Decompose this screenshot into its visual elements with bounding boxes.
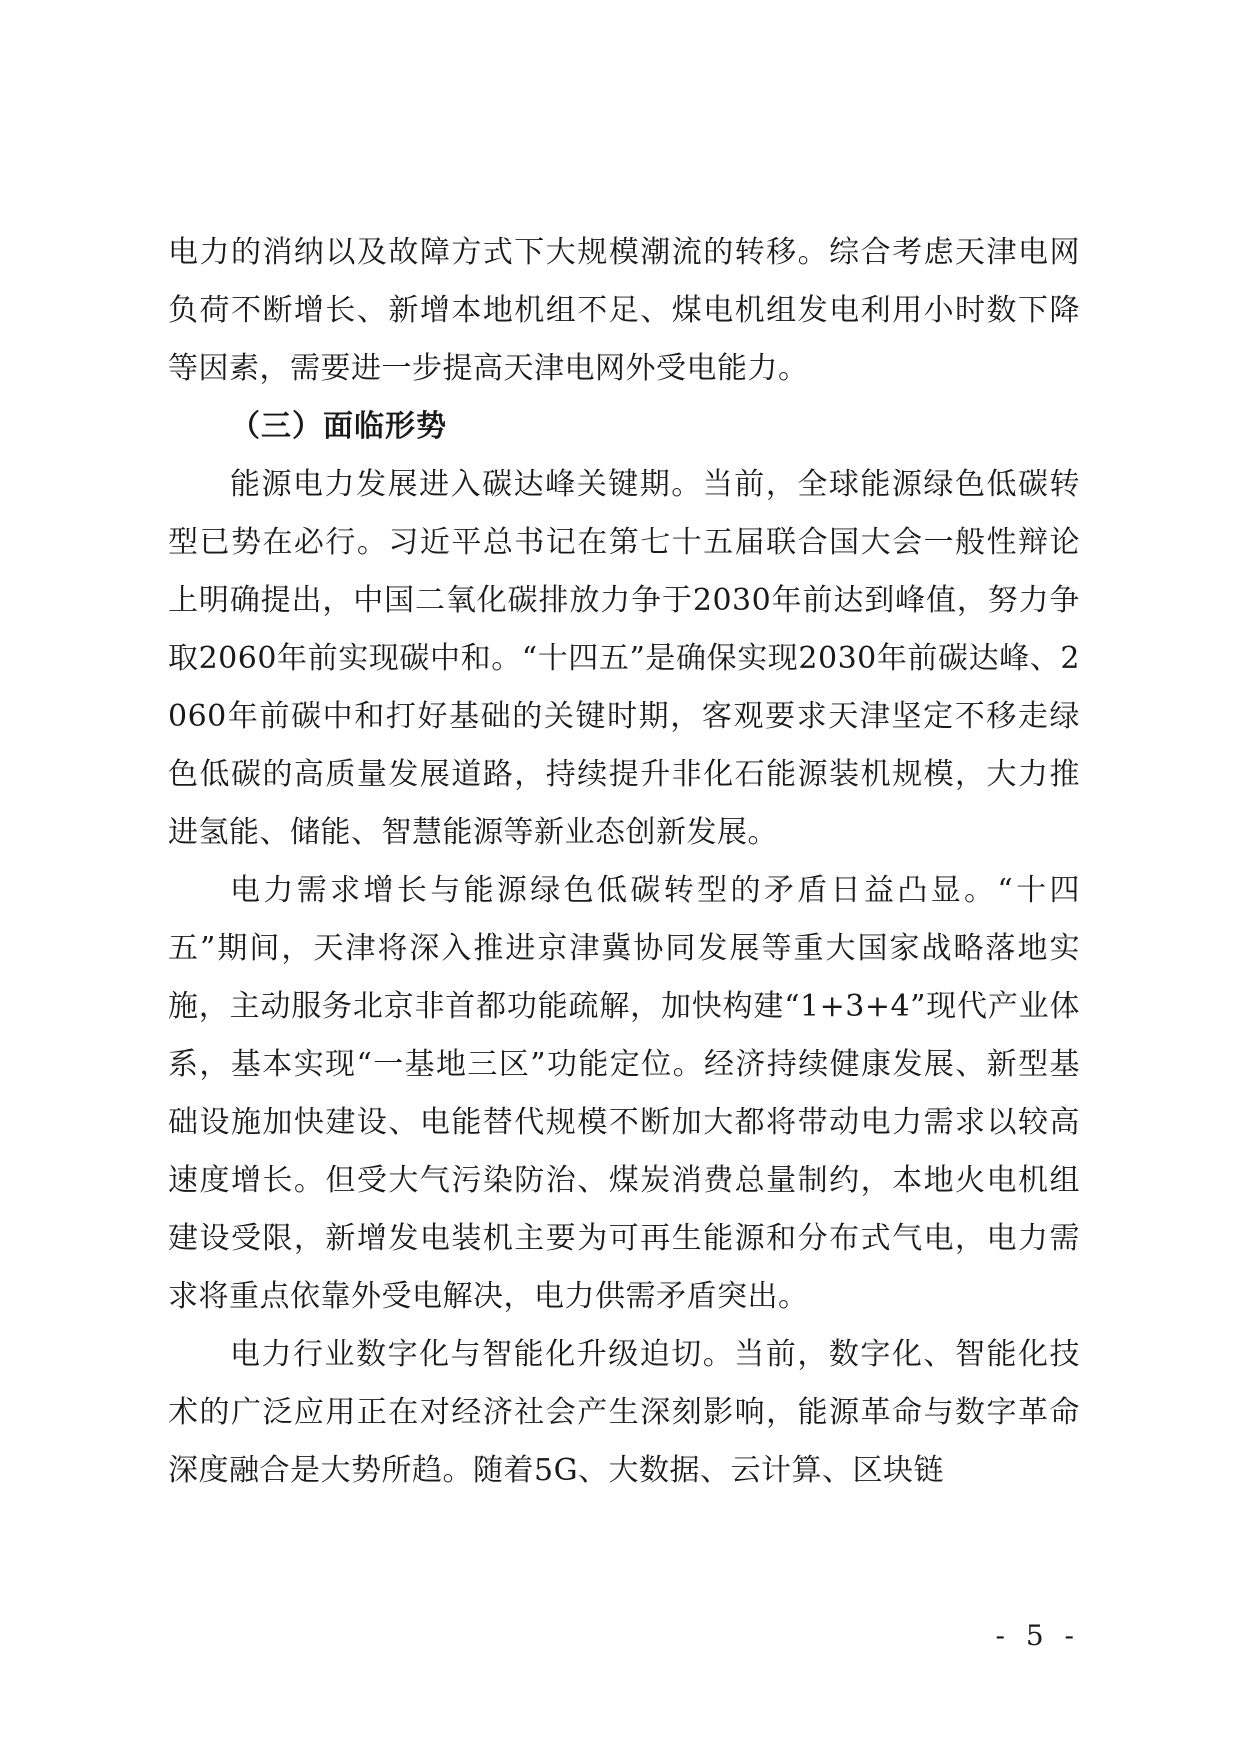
page-number: - 5 - [995,1619,1080,1652]
paragraph-continuation: 电力的消纳以及故障方式下大规模潮流的转移。综合考虑天津电网负荷不断增长、新增本地机组不足、煤电机组发电利用小时数下降等因素，需要进一步提高天津电网外受电能力。 [168,235,1080,386]
section-heading: （三）面临形势 [230,409,447,444]
document-body [168,224,1080,1500]
paragraph-digitalization: 电力行业数字化与智能化升级迫切。当前，数字化、智能化技术的广泛应用正在对经济社会产生深刻影响，能源革命与数字革命深度融合是大势所趋。随着5G、大数据、云计算、区块链 [168,1337,1080,1488]
paragraph-power-demand: 电力需求增长与能源绿色低碳转型的矛盾日益凸显。“十四五”期间，天津将深入推进京津冀协同发展等重大国家战略落地实施，主动服务北京非首都功能疏解，加快构建“1+3+4”现代产业体系，基本实现“一基地三区”功能定位。经济持续健康发展、新型基础设施加快建设、电能替代规模不断加大都将带动电力需求以较高速度增长。但受大气污染防治、煤炭消费总量制约，本地火电机组建设受限，新增发电装机主要为可再生能源和分布式气电，电力需求将重点依靠外受电解决，电力供需矛盾突出。 [168,873,1080,1314]
paragraph-carbon-peak: 能源电力发展进入碳达峰关键期。当前，全球能源绿色低碳转型已势在必行。习近平总书记在第七十五届联合国大会一般性辩论上明确提出，中国二氧化碳排放力争于2030年前达到峰值，努力争取2060年前实现碳中和。“十四五”是确保实现2030年前碳达峰、2060年前碳中和打好基础的关键时期，客观要求天津坚定不移走绿色低碳的高质量发展道路，持续提升非化石能源装机规模，大力推进氢能、储能、智慧能源等新业态创新发展。 [168,467,1080,850]
